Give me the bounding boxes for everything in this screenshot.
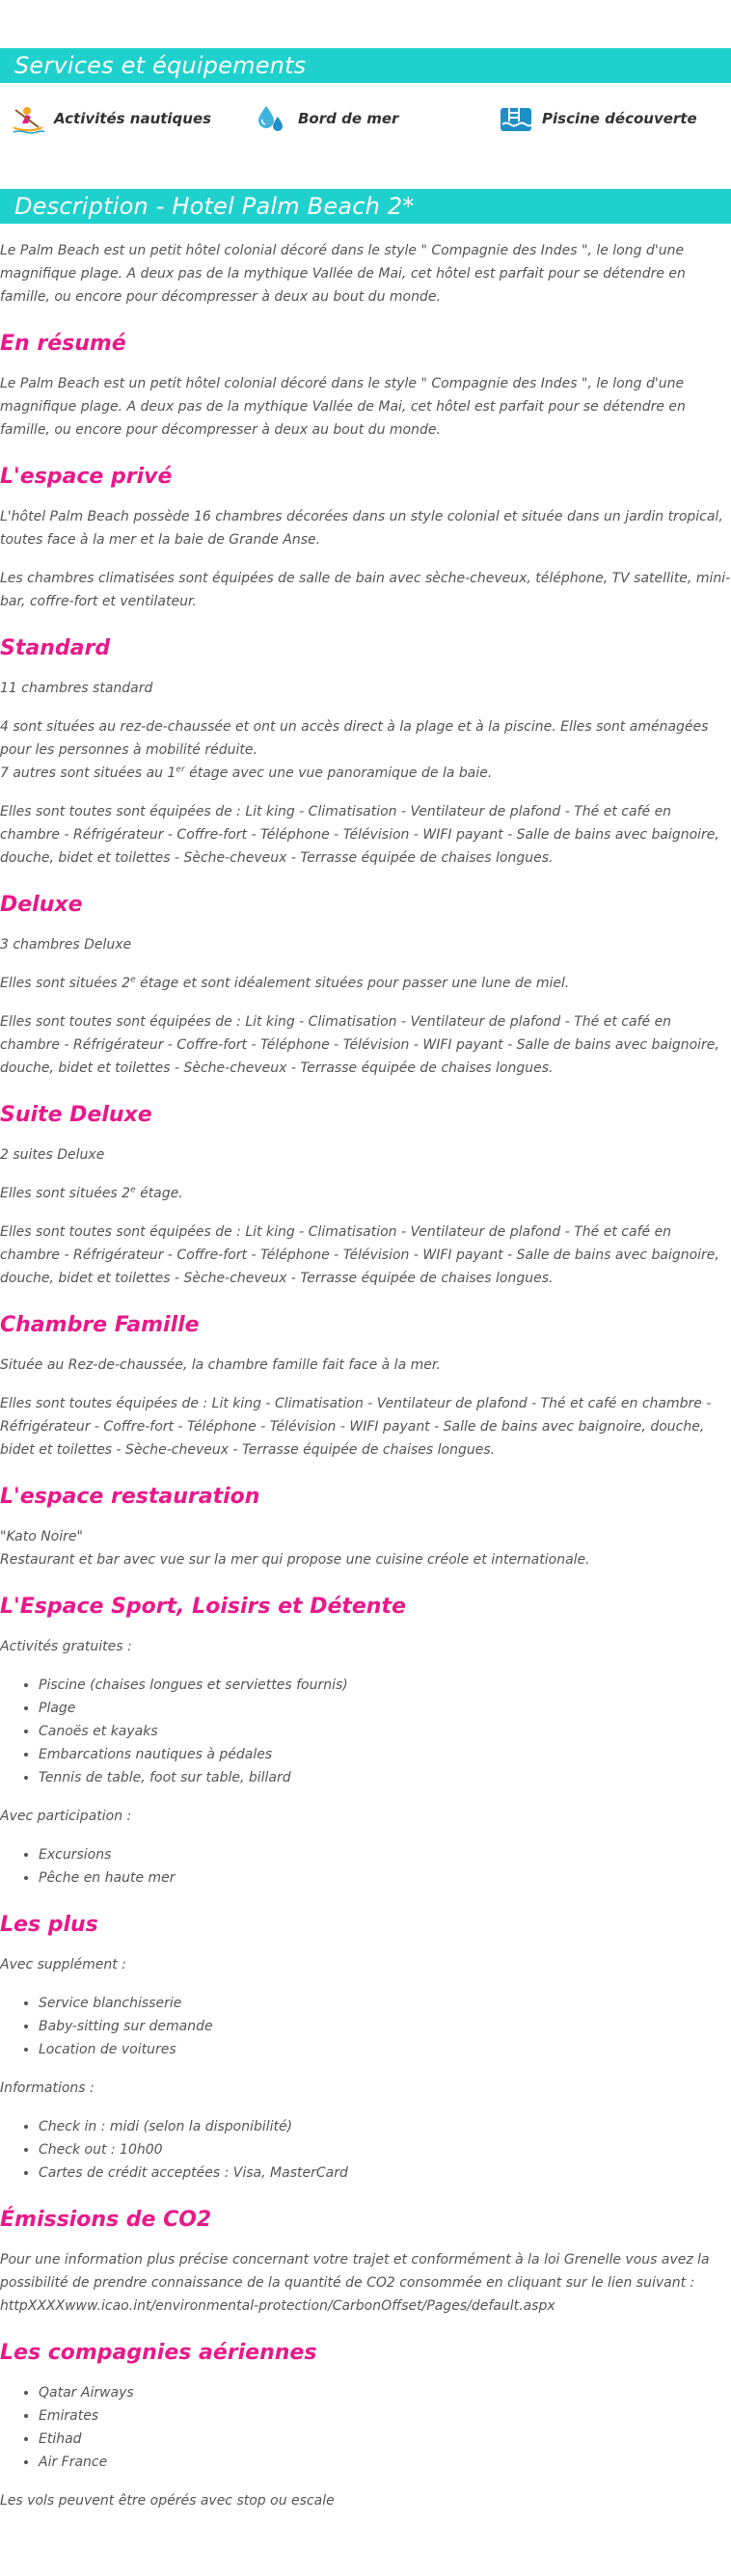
list-item: • Piscine (chaises longues et serviettes fournis) [39,1674,731,1697]
standard-location-line2a: 7 autres sont situées au 1 [0,765,176,781]
deluxe-count: 3 chambres Deluxe [0,937,132,953]
plus-supp-label: Avec supplément : [0,1957,126,1972]
service-item-nautical [10,99,211,138]
suite-deluxe-count: 2 suites Deluxe [0,1147,105,1163]
resume-text: Le Palm Beach est un petit hôtel colonial décoré dans le style " Compagnie des Indes ", le long d'une magnifique plage. A deux pas de la mythique Vallée de Mai, cet hôtel est parfait pour se détendre en famille, ou encore pour décompresser à deux au bout du monde. [0,376,686,438]
espace-prive-text-2: Les chambres climatisées sont équipées de salle de bain avec sèche-cheveux, téléphone, TV satellite, mini-bar, coffre-fort et ventilateur. [0,571,731,609]
sport-free-label: Activités gratuites : [0,1639,132,1654]
plus-info-label: Informations : [0,2080,95,2096]
list-item: • Canoës et kayaks [39,1720,731,1743]
description-section-title: Description - Hotel Palm Beach 2* [0,189,731,224]
plus-info-list [0,2115,731,2185]
espace-prive-text-1: L'hôtel Palm Beach possède 16 chambres décorées dans un style colonial et située dans un jardin tropical, toutes face à la mer et la baie de Grande Anse. [0,509,723,548]
deluxe-location-sup: e [130,975,136,985]
airlines-note: Les vols peuvent être opérés avec stop ou escale [0,2493,335,2509]
plus-supp-list [0,1992,731,2061]
list-item: • Qatar Airways [39,2381,731,2404]
famille-equipment: Elles sont toutes équipées de : Lit king - Climatisation - Ventilateur de plafond - Thé et café en chambre - Réfrigérateur - Coffre-fort - Téléphone - Télévision - WIFI payant - Salle de bains avec baignoire, douche, bidet et toilettes - Sèche-cheveux - Terrasse équipée de chaises longues. [0,1396,712,1458]
list-item: • Service blanchisserie [39,1992,731,2015]
list-item: • Air France [39,2451,731,2474]
restaurant-name: "Kato Noire" [0,1529,83,1544]
heading-standard: Standard [0,636,111,660]
airlines-list [0,2381,731,2474]
famille-location: Située au Rez-de-chaussée, la chambre famille fait face à la mer. [0,1357,441,1373]
list-item: • Pêche en haute mer [39,1866,731,1890]
co2-text: Pour une information plus précise concernant votre trajet et conformément à la loi Grenelle vous avez la possibilité de prendre connaissance de la quantité de CO2 consommée en cliquant sur le lien suivant : httpXXXXwww.icao.int/environmental-protection/CarbonOffset/Pages/default.aspx [0,2252,710,2314]
services-list [0,99,731,138]
service-label-nautical: Activités nautiques [54,110,212,127]
heading-co2: Émissions de CO2 [0,2208,212,2232]
heading-sport: L'Espace Sport, Loisirs et Détente [0,1595,406,1619]
suite-deluxe-location-sup: e [130,1185,136,1195]
sport-paid-list [0,1843,731,1890]
restaurant-description: Restaurant et bar avec vue sur la mer qui propose une cuisine créole et internationale. [0,1552,590,1568]
suite-deluxe-location [0,1182,731,1205]
heading-resume: En résumé [0,332,126,356]
description-intro: Le Palm Beach est un petit hôtel colonial décoré dans le style " Compagnie des Indes ", le long d'une magnifique plage. A deux pas de la mythique Vallée de Mai, cet hôtel est parfait pour se détendre en famille, ou encore pour décompresser à deux au bout du monde. [0,243,686,305]
standard-location-line2b: étage avec une vue panoramique de la baie. [184,765,493,781]
list-item: • Check out : 10h00 [39,2138,731,2161]
heading-les-plus: Les plus [0,1913,98,1937]
heading-deluxe: Deluxe [0,893,83,917]
restauration-text [0,1525,731,1571]
list-item: • Baby-sitting sur demande [39,2015,731,2038]
sport-paid-label: Avec participation : [0,1809,132,1824]
heading-suite-deluxe: Suite Deluxe [0,1103,152,1127]
pool-icon [498,100,534,137]
heading-chambre-famille: Chambre Famille [0,1313,200,1337]
standard-equipment: Elles sont toutes sont équipées de : Lit king - Climatisation - Ventilateur de plafond - Thé et café en chambre - Réfrigérateur - Coffre-fort - Téléphone - Télévision - WIFI payant - Salle de bains avec baignoire, douche, bidet et toilettes - Sèche-cheveux - Terrasse équipée de chaises longues. [0,804,719,866]
heading-espace-prive: L'espace privé [0,465,173,489]
suite-deluxe-equipment: Elles sont toutes sont équipées de : Lit king - Climatisation - Ventilateur de plafond - Thé et café en chambre - Réfrigérateur - Coffre-fort - Téléphone - Télévision - WIFI payant - Salle de bains avec baignoire, douche, bidet et toilettes - Sèche-cheveux - Terrasse équipée de chaises longues. [0,1224,719,1286]
service-label-pool: Piscine découverte [542,110,697,127]
deluxe-location-a: Elles sont situées 2 [0,976,131,991]
standard-location-sup: er [176,765,185,775]
services-section-title: Services et équipements [0,48,731,83]
list-item: • Plage [39,1697,731,1720]
list-item: • Tennis de table, foot sur table, billard [39,1766,731,1789]
list-item: • Cartes de crédit acceptées : Visa, MasterCard [39,2161,731,2185]
standard-location [0,715,731,785]
list-item: • Emirates [39,2404,731,2428]
kayak-icon [10,100,46,137]
suite-deluxe-location-b: étage. [135,1186,183,1201]
standard-count: 11 chambres standard [0,681,153,696]
deluxe-location [0,972,731,995]
list-item: • Location de voitures [39,2038,731,2061]
list-item: • Embarcations nautiques à pédales [39,1743,731,1766]
service-item-pool [498,99,697,138]
deluxe-equipment: Elles sont toutes sont équipées de : Lit king - Climatisation - Ventilateur de plafond - Thé et café en chambre - Réfrigérateur - Coffre-fort - Téléphone - Télévision - WIFI payant - Salle de bains avec baignoire, douche, bidet et toilettes - Sèche-cheveux - Terrasse équipée de chaises longues. [0,1014,719,1076]
list-item: • Check in : midi (selon la disponibilité) [39,2115,731,2138]
description-content [0,239,731,2528]
heading-restauration: L'espace restauration [0,1485,260,1509]
list-item: • Etihad [39,2428,731,2451]
service-label-seaside: Bord de mer [298,110,399,127]
service-item-seaside [254,99,398,138]
suite-deluxe-location-a: Elles sont situées 2 [0,1186,131,1201]
heading-airlines: Les compagnies aériennes [0,2341,317,2365]
standard-location-line1: 4 sont situées au rez-de-chaussée et ont un accès direct à la plage et à la piscine. Elles sont aménagées pour les personnes à mobilité réduite. [0,719,709,758]
deluxe-location-b: étage et sont idéalement situées pour passer une lune de miel. [135,976,570,991]
water-drop-icon [254,100,290,137]
sport-free-list [0,1674,731,1789]
list-item: • Excursions [39,1843,731,1866]
